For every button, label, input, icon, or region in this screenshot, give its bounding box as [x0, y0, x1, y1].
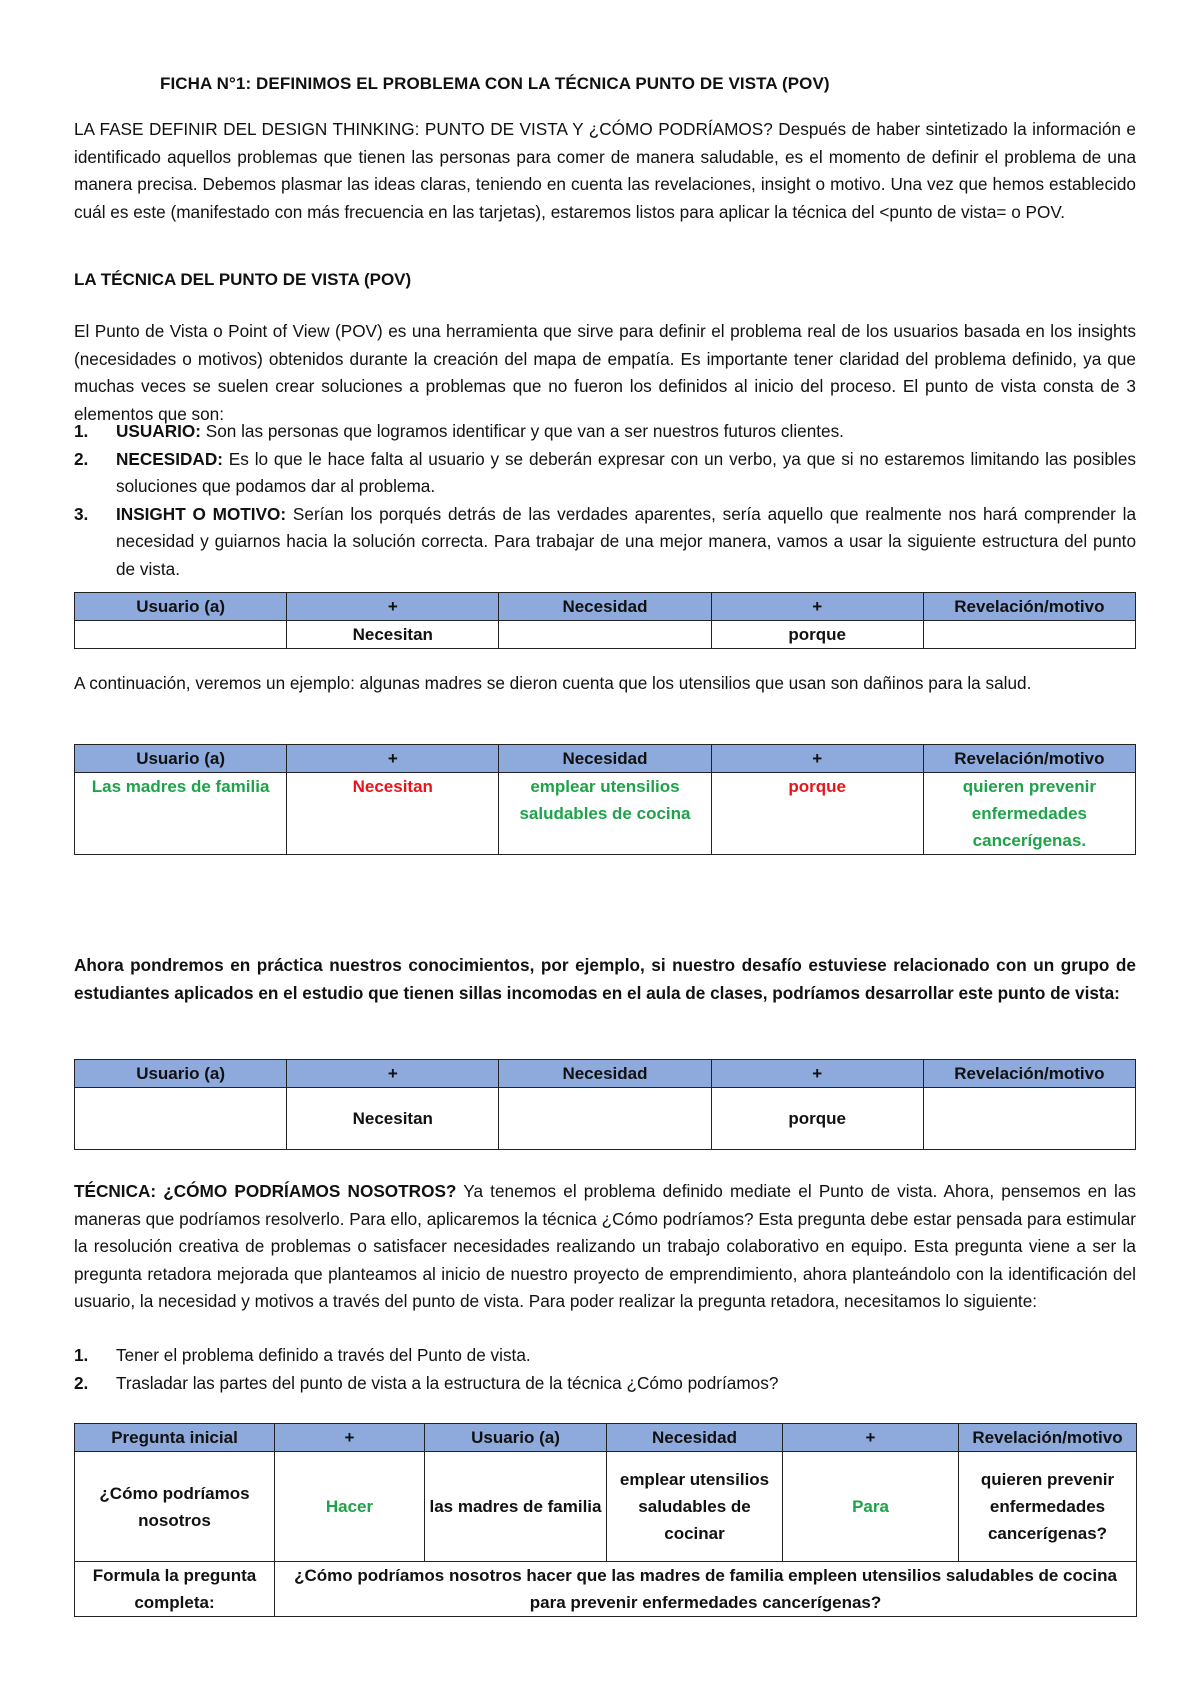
table-header-cell: + — [275, 1424, 425, 1452]
table-cell: Necesitan — [287, 773, 499, 855]
table-cell — [75, 1088, 287, 1150]
pov-template-table — [74, 592, 1136, 649]
pov-paragraph: El Punto de Vista o Point of View (POV) es una herramienta que sirve para definir el problema real de los usuarios basada en los insights (necesidades o motivos) obtenidos durante la creación del mapa de empatía. Es importante tener claridad del problema definido, ya que muchas veces se suelen crear soluciones a problemas que no fueron los definidos al inicio del proceso. El punto de vista consta de 3 elementos que son: — [74, 321, 1136, 424]
table-cell: Necesitan — [287, 621, 499, 649]
table-header-cell: Usuario (a) — [75, 593, 287, 621]
table-header-cell: Usuario (a) — [425, 1424, 607, 1452]
table-cell: quieren prevenir enfermedades cancerígenas. — [923, 773, 1135, 855]
list-item — [74, 501, 1136, 584]
table-cell: porque — [711, 621, 923, 649]
table-header-cell: Revelación/motivo — [923, 593, 1135, 621]
table-row — [75, 621, 1136, 649]
table-header-cell: + — [711, 593, 923, 621]
table-header-cell: Revelación/motivo — [923, 1060, 1135, 1088]
table-header-cell: + — [711, 1060, 923, 1088]
table-cell: ¿Cómo podríamos nosotros — [75, 1452, 275, 1562]
table-header-row — [75, 1424, 1137, 1452]
how-might-we-paragraph — [74, 1178, 1136, 1316]
table-cell — [923, 621, 1135, 649]
intro-body: Después de haber sintetizado la información e identificado aquellos problemas que tienen las personas para comer de manera saludable, es el momento de definir el problema de una manera precisa. Debemos plasmar las ideas claras, teniendo en cuenta las revelaciones, insight o motivo. Una vez que hemos establecido cuál es este (manifestado con más frecuencia en las tarjetas), estaremos listos para aplicar la técnica del <punto de vista= o POV. — [74, 119, 1136, 222]
list-number: 2. — [74, 448, 89, 469]
list-text: Trasladar las partes del punto de vista a la estructura de la técnica ¿Cómo podríamos? — [116, 1372, 779, 1393]
table-header-cell: Usuario (a) — [75, 745, 287, 773]
formula-text-cell: ¿Cómo podríamos nosotros hacer que las madres de familia empleen utensilios saludables de cocina para prevenir enfermedades cancerígenas? — [275, 1562, 1137, 1617]
pov-example-table — [74, 744, 1136, 855]
table-cell: Las madres de familia — [75, 773, 287, 855]
table-header-row — [75, 593, 1136, 621]
list-item — [74, 446, 1136, 501]
table-row — [75, 1562, 1137, 1617]
table-cell: emplear utensilios saludables de cocinar — [607, 1452, 783, 1562]
page-title: FICHA N°1: DEFINIMOS EL PROBLEMA CON LA TÉCNICA PUNTO DE VISTA (POV) — [160, 74, 830, 93]
table-cell: emplear utensilios saludables de cocina — [499, 773, 711, 855]
table-cell — [75, 621, 287, 649]
section-pov-heading: LA TÉCNICA DEL PUNTO DE VISTA (POV) — [74, 270, 412, 289]
table-header-cell: Pregunta inicial — [75, 1424, 275, 1452]
list-item — [74, 418, 1136, 446]
how-might-we-table — [74, 1423, 1137, 1617]
list-text: Tener el problema definido a través del Punto de vista. — [116, 1345, 531, 1365]
table-row — [75, 773, 1136, 855]
list-term: INSIGHT O MOTIVO: — [116, 503, 287, 524]
table-header-cell: Necesidad — [607, 1424, 783, 1452]
table-header-cell: + — [287, 593, 499, 621]
how-might-we-lead: TÉCNICA: ¿CÓMO PODRÍAMOS NOSOTROS? — [74, 1181, 457, 1201]
list-text: Es lo que le hace falta al usuario y se deberán expresar con un verbo, ya que si no estaremos limitando las posibles soluciones que podamos dar al problema. — [116, 448, 1136, 496]
table-header-cell: Necesidad — [499, 745, 711, 773]
list-text: Serían los porqués detrás de las verdades aparentes, sería aquello que realmente nos hará comprender la necesidad y guiarnos hacia la solución correcta. Para trabajar de una mejor manera, vamos a usar la siguiente estructura del punto de vista. — [116, 503, 1137, 579]
table-header-cell: + — [783, 1424, 959, 1452]
intro-paragraph — [74, 116, 1136, 226]
table-header-row — [75, 1060, 1136, 1088]
table-cell — [923, 1088, 1135, 1150]
pov-elements-list — [74, 418, 1136, 583]
table-header-cell: Revelación/motivo — [923, 745, 1135, 773]
table-row — [75, 1088, 1136, 1150]
table-header-cell: Usuario (a) — [75, 1060, 287, 1088]
table-header-cell: + — [287, 1060, 499, 1088]
list-term: NECESIDAD: — [116, 448, 223, 469]
table-cell: Para — [783, 1452, 959, 1562]
table-header-cell: + — [711, 745, 923, 773]
table-cell: quieren prevenir enfermedades cancerígenas? — [959, 1452, 1137, 1562]
table-cell: Hacer — [275, 1452, 425, 1562]
table-cell — [499, 1088, 711, 1150]
list-number: 1. — [74, 421, 89, 441]
table-header-cell: Necesidad — [499, 593, 711, 621]
formula-label-cell: Formula la pregunta completa: — [75, 1562, 275, 1617]
table-cell: porque — [711, 1088, 923, 1150]
table-header-cell: Necesidad — [499, 1060, 711, 1088]
table-header-cell: Revelación/motivo — [959, 1424, 1137, 1452]
table-cell — [499, 621, 711, 649]
table-cell: Necesitan — [287, 1088, 499, 1150]
intro-lead: LA FASE DEFINIR DEL DESIGN THINKING: PUNTO DE VISTA Y ¿CÓMO PODRÍAMOS? — [74, 119, 773, 139]
list-number: 1. — [74, 1345, 89, 1365]
pov-practice-table — [74, 1059, 1136, 1150]
table-cell: las madres de familia — [425, 1452, 607, 1562]
list-item — [74, 1370, 1136, 1398]
table-row — [75, 1452, 1137, 1562]
list-number: 2. — [74, 1372, 89, 1393]
table-cell: porque — [711, 773, 923, 855]
list-term: USUARIO: — [116, 421, 201, 441]
table-header-cell: + — [287, 745, 499, 773]
table-header-row — [75, 745, 1136, 773]
list-number: 3. — [74, 503, 89, 524]
how-might-we-steps — [74, 1342, 1136, 1397]
practice-paragraph: Ahora pondremos en práctica nuestros conocimientos, por ejemplo, si nuestro desafío estuviese relacionado con un grupo de estudiantes aplicados en el estudio que tienen sillas incomodas en el aula de clases, podríamos desarrollar este punto de vista: — [74, 955, 1136, 1003]
example-paragraph: A continuación, veremos un ejemplo: algunas madres se dieron cuenta que los utensilios que usan son dañinos para la salud. — [74, 673, 1032, 693]
list-text: Son las personas que logramos identificar y que van a ser nuestros futuros clientes. — [200, 421, 844, 441]
how-might-we-body: Ya tenemos el problema definido mediate el Punto de vista. Ahora, pensemos en las maneras que podríamos resolverlo. Para ello, aplicaremos la técnica ¿Cómo podríamos? Esta pregunta debe estar pensada para estimular la resolución creativa de problemas o satisfacer necesidades realizando un trabajo colaborativo en equipo. Esta pregunta viene a ser la pregunta retadora mejorada que planteamos al inicio de nuestro proyecto de emprendimiento, ahora planteándolo con la identificación del usuario, la necesidad y motivos a través del punto de vista. Para poder realizar la pregunta retadora, necesitamos lo siguiente: — [74, 1181, 1137, 1311]
list-item — [74, 1342, 1136, 1370]
